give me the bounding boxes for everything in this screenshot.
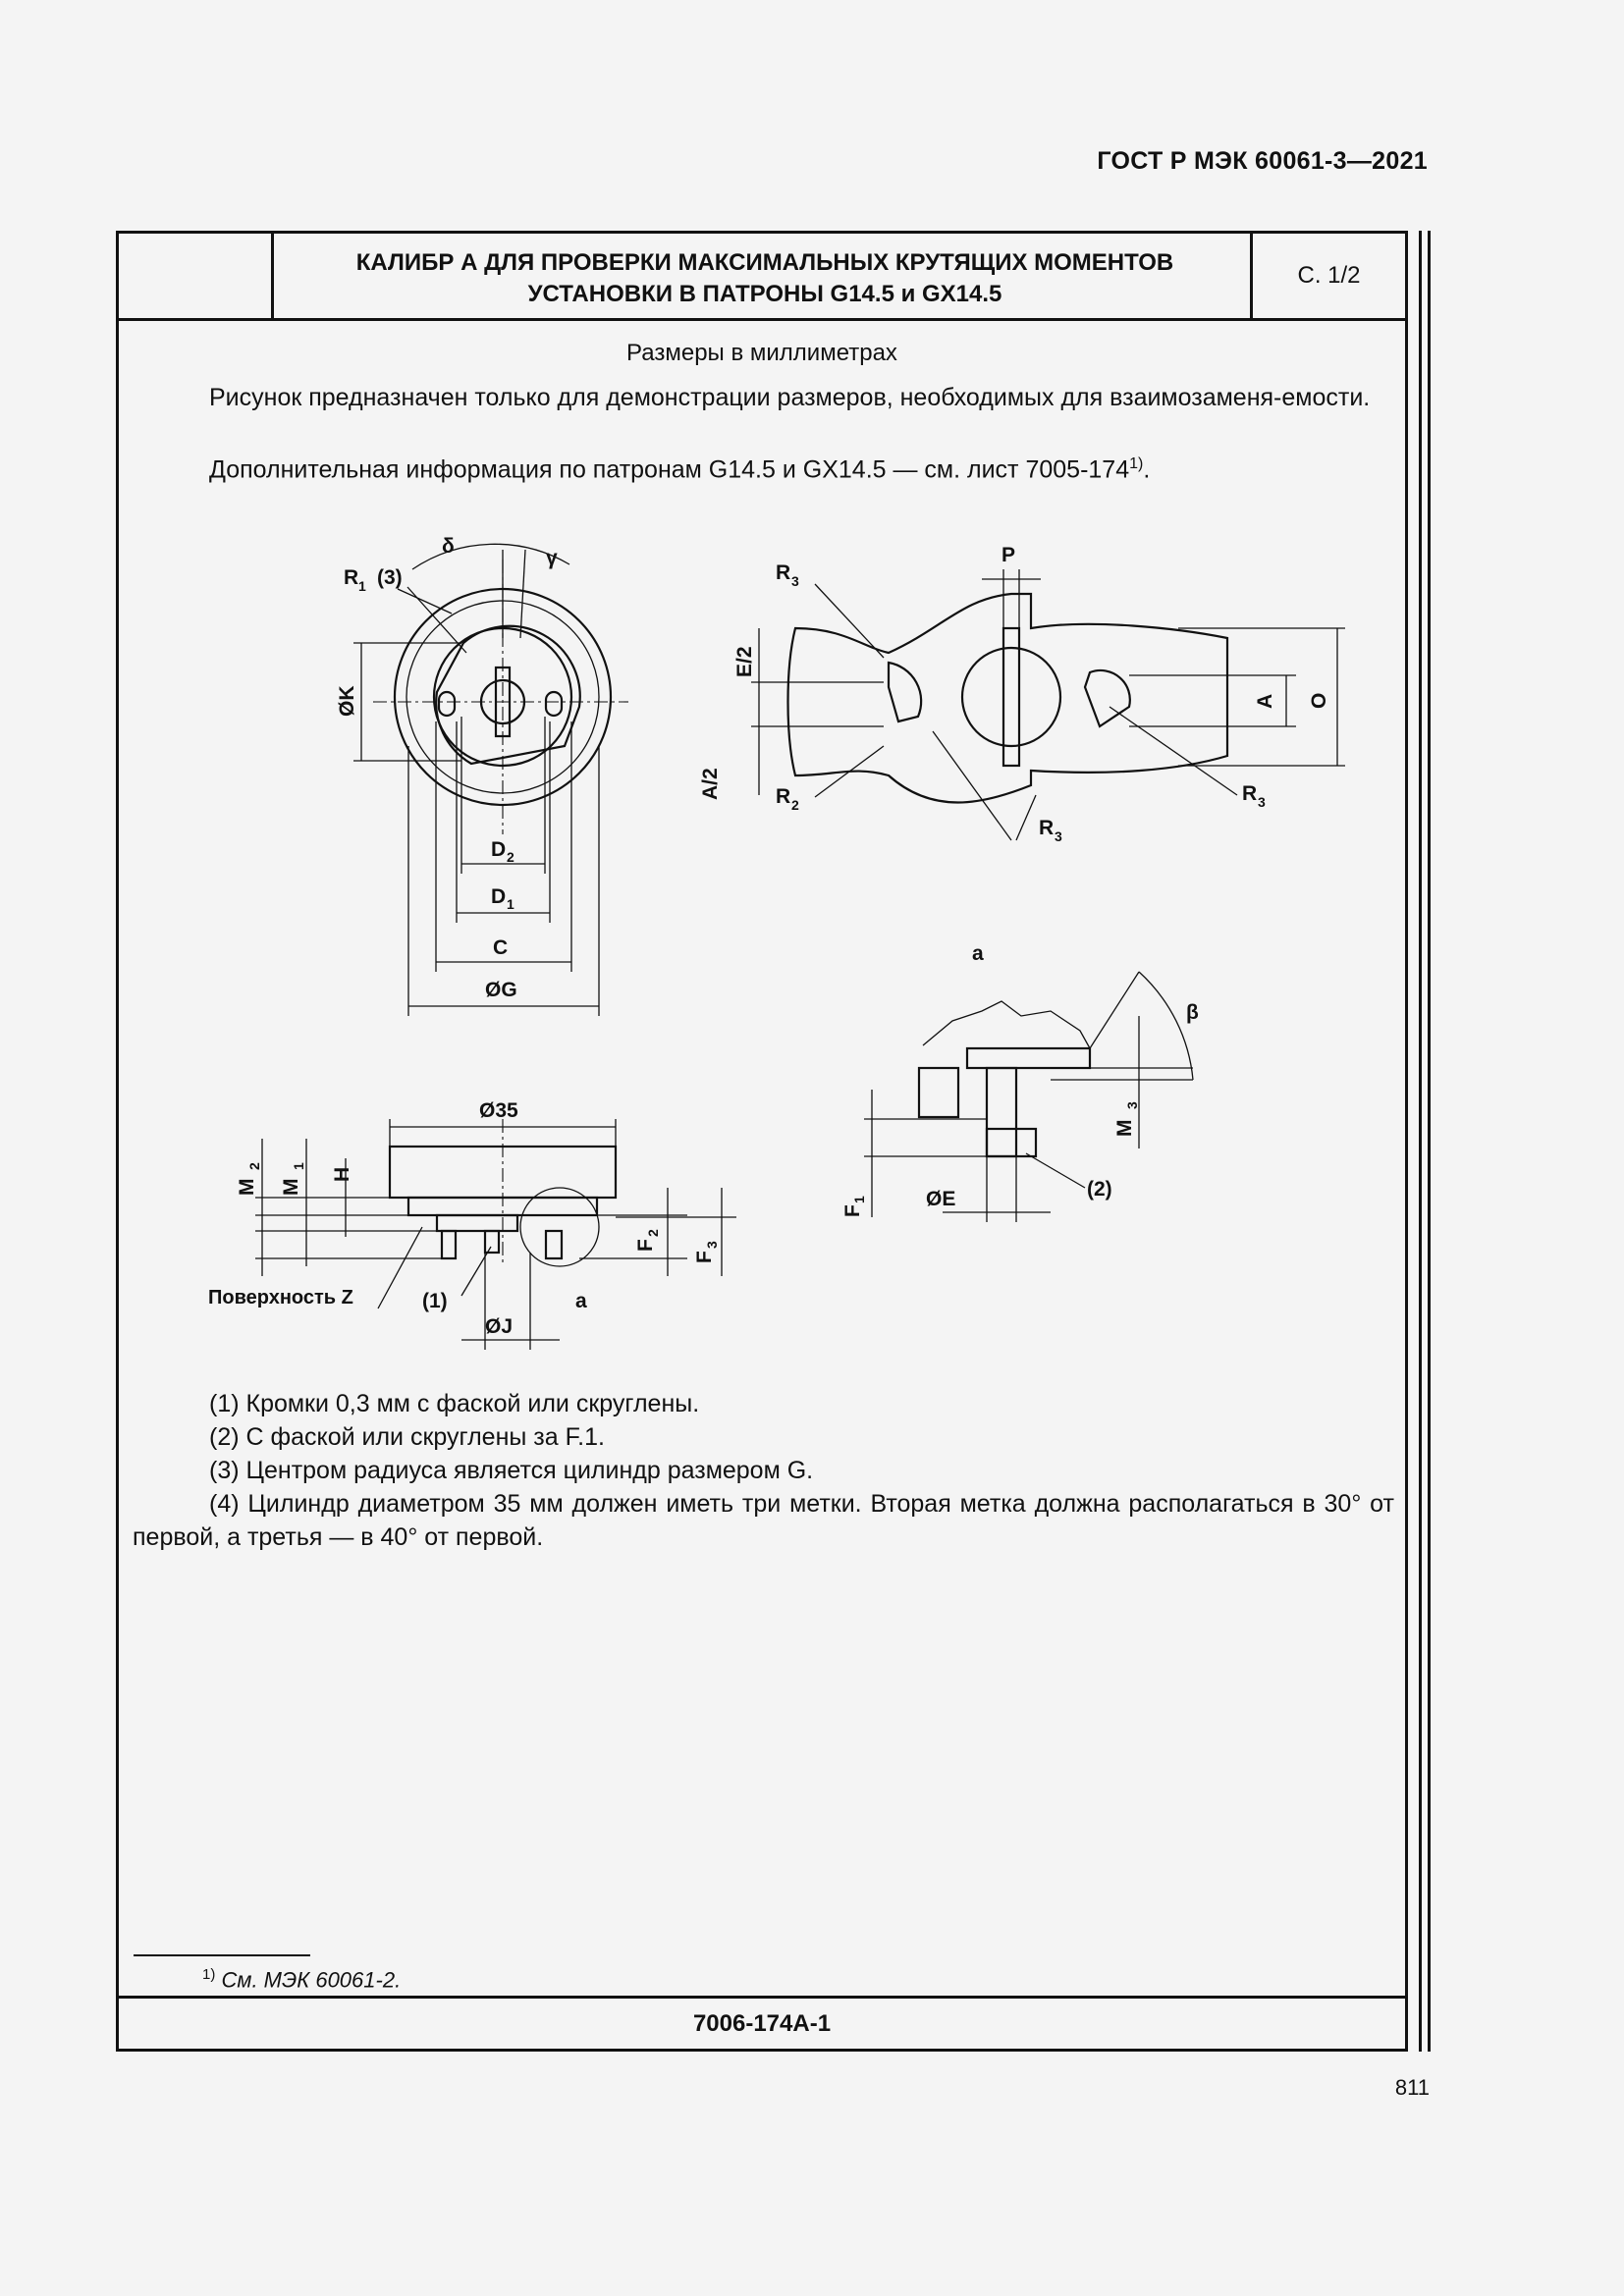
detail-pin: [987, 1068, 1016, 1156]
r3-right-subscript: 3: [1258, 794, 1266, 810]
profile-view: [699, 544, 1345, 844]
detail-a-title: a: [972, 942, 984, 965]
a2-label: A/2: [699, 768, 722, 800]
profile-right-notch: [1085, 670, 1130, 726]
d2-subscript: 2: [507, 849, 514, 865]
detail-mark-2: (2): [1087, 1178, 1112, 1201]
edge-mark-1: (1): [422, 1290, 448, 1312]
note-3-text: (3) Центром радиуса является цилиндр размером G.: [209, 1457, 814, 1484]
p-label: P: [1001, 544, 1016, 566]
detail-a: [841, 942, 1199, 1222]
footnote-text: См. МЭК 60061-2.: [221, 1967, 402, 1993]
delta-label: δ: [442, 535, 455, 558]
intro-text-2: Дополнительная информация по патронам G14.5 и GX14.5 — см. лист 7005-174: [209, 455, 1130, 484]
r3-right-letter: R: [1242, 782, 1258, 805]
r3-bottom-letter: R: [1039, 817, 1055, 839]
r1-letter: R: [344, 566, 359, 589]
d1-letter: D: [491, 885, 507, 908]
right-stud: [546, 1231, 562, 1258]
detail-left-pin: [919, 1068, 958, 1117]
note-1-text: (1) Кромки 0,3 мм с фаской или скруглены.: [209, 1390, 700, 1417]
m1-letter: M: [280, 1178, 302, 1196]
a-label: A: [1254, 693, 1276, 709]
m2-subscript: 2: [246, 1162, 262, 1170]
detail-pin-head: [987, 1129, 1036, 1156]
r1-subscript: 1: [358, 578, 366, 594]
title-line-2: УСТАНОВКИ В ПАТРОНЫ G14.5 и GX14.5: [527, 281, 1002, 307]
detail-circle: [520, 1188, 599, 1266]
r1-mark: (3): [377, 566, 403, 589]
surface-z-label: Поверхность Z: [208, 1287, 353, 1308]
d35-label: Ø35: [479, 1099, 518, 1122]
m1-subscript: 1: [291, 1162, 306, 1170]
r2-subscript: 2: [791, 797, 799, 813]
mid-stud: [485, 1231, 499, 1253]
page-number: 811: [1394, 2075, 1430, 2100]
profile-left-notch: [889, 663, 921, 721]
note-2-text: (2) С фаской или скруглены за F.1.: [209, 1423, 605, 1451]
m3-subscript: 3: [1124, 1101, 1140, 1109]
sheet-number: С. 1/2: [1250, 234, 1405, 318]
standard-header: ГОСТ Р МЭК 60061-3—2021: [1097, 147, 1428, 175]
detail-plate: [967, 1048, 1090, 1068]
o-label: O: [1308, 692, 1330, 709]
k-label: ØK: [336, 685, 358, 717]
m3-letter: M: [1113, 1119, 1136, 1137]
intro-end: .: [1143, 455, 1151, 484]
note-4-text: (4) Цилиндр диаметром 35 мм должен иметь три метки. Вторая метка должна располагаться в 30° от первой, а третья — в 40° от первой.: [133, 1490, 1394, 1551]
footnote-sup: 1): [202, 1966, 216, 1983]
c-label: C: [493, 936, 509, 959]
e2-label: E/2: [733, 646, 756, 677]
f2-letter: F: [634, 1239, 657, 1252]
d1-subscript: 1: [507, 896, 514, 912]
d2-letter: D: [491, 838, 507, 861]
m2-letter: M: [236, 1178, 258, 1196]
intro-text-1: Рисунок предназначен только для демонстрации размеров, необходимых для взаимозаменя-емости.: [209, 384, 1371, 411]
f3-letter: F: [693, 1251, 716, 1263]
gauge-plate: [437, 1215, 517, 1231]
left-pin: [439, 692, 455, 716]
r3-bottom-subscript: 3: [1055, 828, 1062, 844]
gamma-label: γ: [546, 547, 558, 569]
front-view: [336, 535, 628, 1016]
beta-label: β: [1186, 1001, 1199, 1024]
f1-letter: F: [841, 1204, 864, 1217]
f2-subscript: 2: [645, 1229, 661, 1237]
r3-top-subscript: 3: [791, 573, 799, 589]
sheet-code: 7006-174A-1: [119, 1996, 1405, 2049]
r3-top-letter: R: [776, 561, 791, 584]
intro-sup: 1): [1129, 455, 1144, 472]
j-label: ØJ: [485, 1315, 514, 1338]
right-pin: [546, 692, 562, 716]
left-stud: [442, 1231, 456, 1258]
units-note: Размеры в миллиметрах: [626, 340, 897, 366]
g-label: ØG: [485, 979, 517, 1001]
profile-bore: [962, 648, 1060, 746]
f1-subscript: 1: [851, 1196, 867, 1203]
side-elevation: [208, 1099, 736, 1350]
f3-subscript: 3: [704, 1241, 720, 1249]
detail-a-ref: a: [575, 1290, 587, 1312]
r2-letter: R: [776, 785, 791, 808]
title-line-1: КАЛИБР А ДЛЯ ПРОВЕРКИ МАКСИМАЛЬНЫХ КРУТЯЩИХ МОМЕНТОВ: [355, 249, 1174, 276]
e-label: ØE: [926, 1188, 956, 1210]
h-label: H: [331, 1166, 353, 1182]
